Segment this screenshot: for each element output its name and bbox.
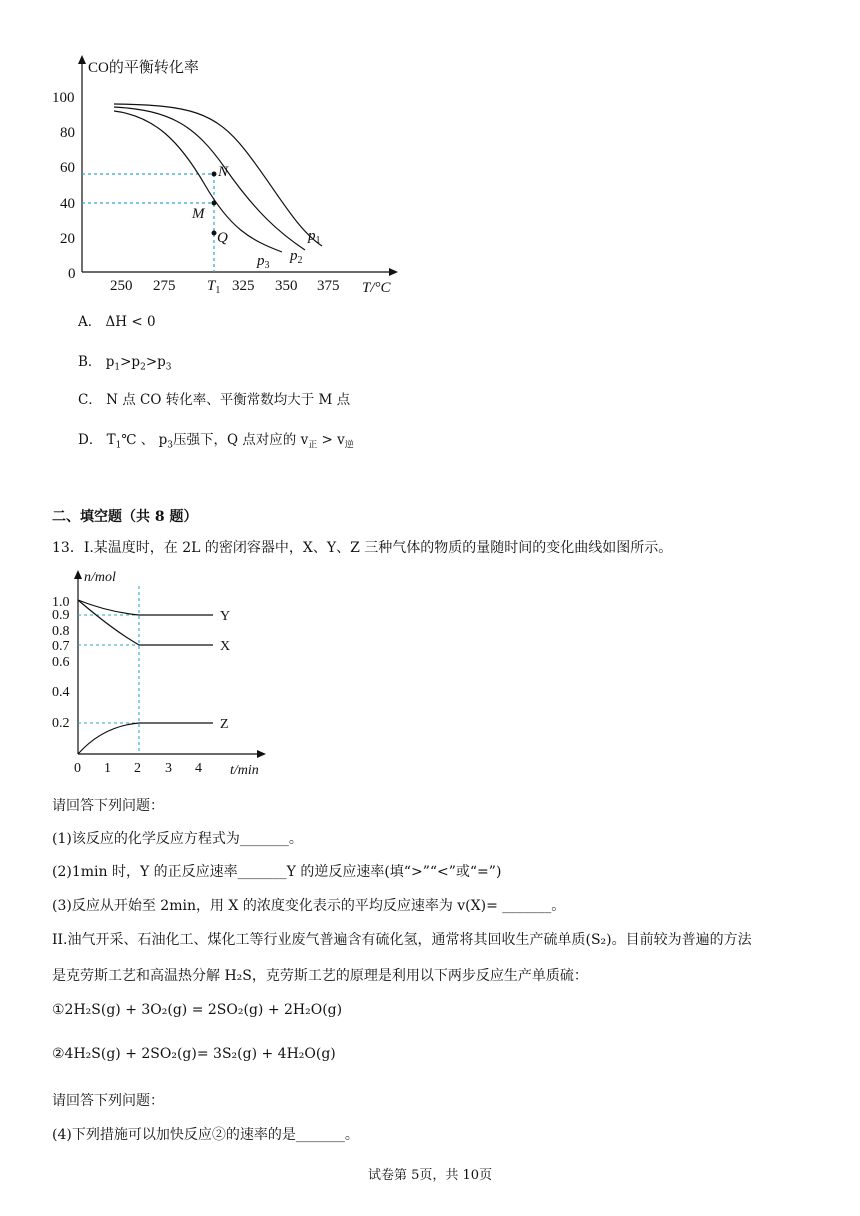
point-n — [212, 172, 217, 177]
x-axis-label: t/min — [230, 763, 259, 778]
x-tick: 375 — [317, 278, 340, 294]
point-m — [212, 201, 217, 206]
section-title: 二、填空题（共 8 题） — [52, 509, 198, 525]
option-prefix: A． — [78, 314, 102, 330]
option-text: ΔH < 0 — [105, 314, 156, 330]
equation-1: ①2H₂S(g) + 3O₂(g) = 2SO₂(g) + 2H₂O(g) — [52, 1002, 343, 1018]
y-axis-arrow — [78, 55, 86, 64]
label-q: Q — [217, 230, 228, 246]
p-symbol: p — [105, 354, 115, 370]
option-c[interactable] — [78, 388, 350, 408]
curve-p3 — [114, 111, 282, 252]
option-prefix: C． — [78, 392, 102, 408]
x-tick: 4 — [195, 761, 202, 776]
option-a[interactable] — [78, 310, 156, 330]
y-axis-label: CO的平衡转化率 — [88, 60, 199, 76]
p-symbol: p — [131, 354, 141, 370]
x-axis-arrow — [389, 268, 398, 276]
y-tick: 60 — [60, 160, 75, 176]
question-2: (2)1min 时，Y 的正反应速率_______Y 的逆反应速率(填“>”“<”或“=”) — [52, 864, 502, 880]
y-tick: 0.4 — [52, 685, 70, 700]
mole-time-chart — [48, 564, 273, 779]
page-footer: 试卷第 5页，共 10页 — [368, 1168, 493, 1183]
option-text: 压强下，Q 点对应的 v — [172, 432, 309, 448]
y-tick: 40 — [60, 196, 75, 212]
series-label-y: Y — [220, 609, 231, 624]
x-tick: 1 — [104, 761, 111, 776]
subscript: 1 — [114, 362, 121, 373]
p-symbol: p — [158, 432, 168, 448]
y-ticks — [52, 595, 70, 731]
subscript: 逆 — [344, 440, 354, 451]
co-conversion-chart — [40, 50, 410, 300]
y-tick: 0.6 — [52, 655, 70, 670]
part-2-line-2: 是克劳斯工艺和高温热分解 H₂S，克劳斯工艺的原理是利用以下两步反应生产单质硫： — [52, 968, 588, 984]
x-axis-label: T/°C — [362, 280, 391, 296]
label-p2: $p_2$ — [290, 248, 303, 266]
question-4: (4)下列措施可以加快反应②的速率的是_______。 — [52, 1127, 359, 1143]
label-n: N — [218, 164, 229, 180]
series-y — [78, 600, 213, 615]
y-tick: 1.0 — [52, 595, 70, 610]
t-symbol: T — [106, 432, 116, 448]
subscript: 3 — [167, 440, 173, 451]
question-3: (3)反应从开始至 2min，用 X 的浓度变化表示的平均反应速率为 v(X)= _______。 — [52, 898, 566, 914]
x-tick: 275 — [153, 278, 176, 294]
degree-text: ℃ 、 — [121, 432, 159, 448]
gt-text: > v — [317, 432, 345, 448]
subscript: 2 — [140, 362, 146, 373]
y-tick: 0.8 — [52, 624, 70, 639]
label-m: M — [192, 206, 205, 222]
part-2-line-1: II.油气开采、石油化工、煤化工等行业废气普遍含有硫化氢，通常将其回收生产硫单质(S₂)。目前较为普遍的方法 — [52, 932, 752, 948]
gt-sign: > — [120, 354, 132, 370]
label-p3: $p_3$ — [257, 253, 270, 271]
x-tick: 3 — [165, 761, 172, 776]
y-tick: 0.9 — [52, 608, 70, 623]
y-tick: 0 — [68, 266, 76, 282]
x-tick: 350 — [275, 278, 298, 294]
equation-2: ②4H₂S(g) + 2SO₂(g)= 3S₂(g) + 4H₂O(g) — [52, 1046, 336, 1062]
p-symbol: p — [157, 354, 166, 370]
question-13-intro: 13．I.某温度时，在 2L 的密闭容器中，X、Y、Z 三种气体的物质的量随时间的变化曲线如图所示。 — [52, 540, 673, 556]
x-ticks — [74, 761, 202, 776]
y-axis-label: n/mol — [84, 570, 116, 585]
ask-1: 请回答下列问题： — [52, 798, 164, 814]
x-tick: 250 — [110, 278, 133, 294]
curve-p2 — [114, 107, 305, 250]
y-tick: 20 — [60, 231, 75, 247]
ask-2: 请回答下列问题： — [52, 1093, 164, 1109]
series-label-x: X — [220, 639, 231, 654]
x-tick: 2 — [134, 761, 141, 776]
x-tick: 325 — [232, 278, 255, 294]
y-tick: 80 — [60, 125, 75, 141]
x-tick-t1: $T_1$ — [207, 278, 221, 296]
subscript: 3 — [165, 362, 172, 373]
x-axis-arrow — [257, 750, 266, 758]
y-tick: 0.7 — [52, 639, 70, 654]
subscript: 正 — [308, 440, 318, 451]
x-tick: 0 — [74, 761, 81, 776]
y-axis-arrow — [74, 570, 82, 579]
series-label-z: Z — [220, 717, 229, 732]
y-tick: 0.2 — [52, 716, 70, 731]
option-b[interactable] — [78, 350, 172, 373]
subscript: 1 — [115, 440, 122, 451]
option-prefix: B． — [78, 354, 102, 370]
y-tick: 100 — [52, 90, 75, 106]
option-d[interactable] — [78, 428, 354, 451]
gt-sign: > — [145, 354, 158, 370]
series-z — [78, 723, 213, 754]
question-1: (1)该反应的化学反应方程式为_______。 — [52, 831, 303, 847]
option-text: N 点 CO 转化率、平衡常数均大于 M 点 — [106, 392, 351, 408]
label-p1: $p_1$ — [308, 228, 321, 246]
point-q — [212, 231, 217, 236]
option-prefix: D． — [78, 432, 103, 448]
